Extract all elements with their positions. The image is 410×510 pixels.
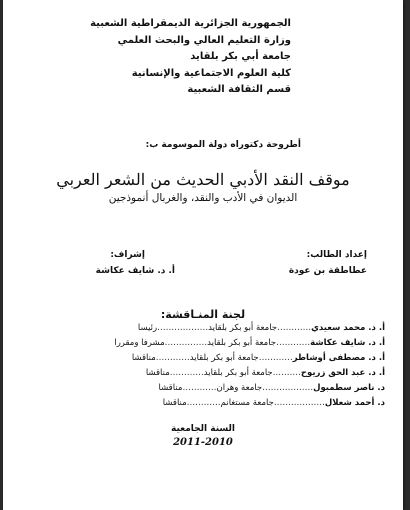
academic-year-label: السنة الجامعية [170, 424, 235, 434]
student-label: إعداد الطالب: [306, 250, 367, 260]
committee-member: د. أحمد شعلال………………جامعة مستغانم…………مناقشا [162, 398, 385, 408]
header-line-faculty: كلية العلوم الاجتماعية والإنسانية [131, 67, 291, 79]
member-role: مشرفا ومقررا [114, 338, 165, 348]
member-affiliation: جامعة وهران [216, 383, 263, 393]
member-name: أ. د. مصطفى أوشاطر [292, 353, 385, 363]
member-name: أ. د. محمد سعيدي [311, 323, 385, 333]
thesis-tagline: أطروحة دكتوراه دولة الموسومة ب: [145, 140, 301, 150]
supervisor-name: أ. د. شايف عكاشة [95, 266, 175, 276]
member-role: رئيسا [137, 323, 158, 333]
document-page [3, 0, 403, 510]
member-role: مناقشا [158, 383, 183, 393]
member-affiliation: جامعة أبو بكر بلقايد [189, 353, 259, 363]
header-line-republic: الجمهورية الجزائرية الديمقراطية الشعبية [90, 18, 291, 29]
committee-member: د. ناصر سطمبول………………جامعة وهران…………مناقشا [158, 383, 385, 393]
student-name: عطاطقة بن عودة [288, 266, 367, 276]
member-role: مناقشا [131, 353, 156, 363]
institution-header [91, 16, 291, 99]
member-name: أ. د. شايف عكاشة [310, 338, 385, 348]
committee-member: أ. د. عبد الحق زريوح……….جامعة أبو بكر بلقايد…………مناقشا [145, 368, 385, 378]
member-role: مناقشا [145, 368, 170, 378]
header-line-university: جامعة أبي بكر بلقايد [190, 51, 291, 62]
member-name: د. ناصر سطمبول [313, 383, 385, 393]
header-line-department: قسم الثقافة الشعبية [187, 84, 291, 95]
committee-member: أ. د. محمد سعيدي…………جامعة أبو بكر بلقايد………………رئيسا [137, 323, 385, 333]
academic-year: 2011-2010 [173, 437, 233, 448]
committee-member: أ. د. مصطفى أوشاطر…………جامعة أبو بكر بلقايد…………مناقشا [131, 353, 385, 363]
committee-member: أ. د. شايف عكاشة…………جامعة أبو بكر بلقايد……………مشرفا ومقررا [114, 338, 385, 348]
member-affiliation: جامعة مستغانم [220, 398, 274, 408]
header-line-ministry: وزارة التعليم العالي والبحث العلمي [117, 34, 291, 46]
member-affiliation: جامعة أبو بكر بلقايد [203, 368, 273, 378]
thesis-title: موقف النقد الأدبي الحديث من الشعر العربي [56, 170, 350, 189]
member-affiliation: جامعة أبو بكر بلقايد [207, 338, 277, 348]
member-name: أ. د. عبد الحق زريوح [300, 368, 385, 378]
committee-title: لجنة المنـاقشة: [160, 308, 246, 321]
thesis-subtitle: الديوان في الأدب والنقد، والغربال أنموذجين [108, 192, 298, 204]
supervisor-label: إشراف: [110, 250, 145, 260]
member-affiliation: جامعة أبو بكر بلقايد [208, 323, 278, 333]
member-role: مناقشا [162, 398, 187, 408]
member-name: د. أحمد شعلال [324, 398, 385, 408]
